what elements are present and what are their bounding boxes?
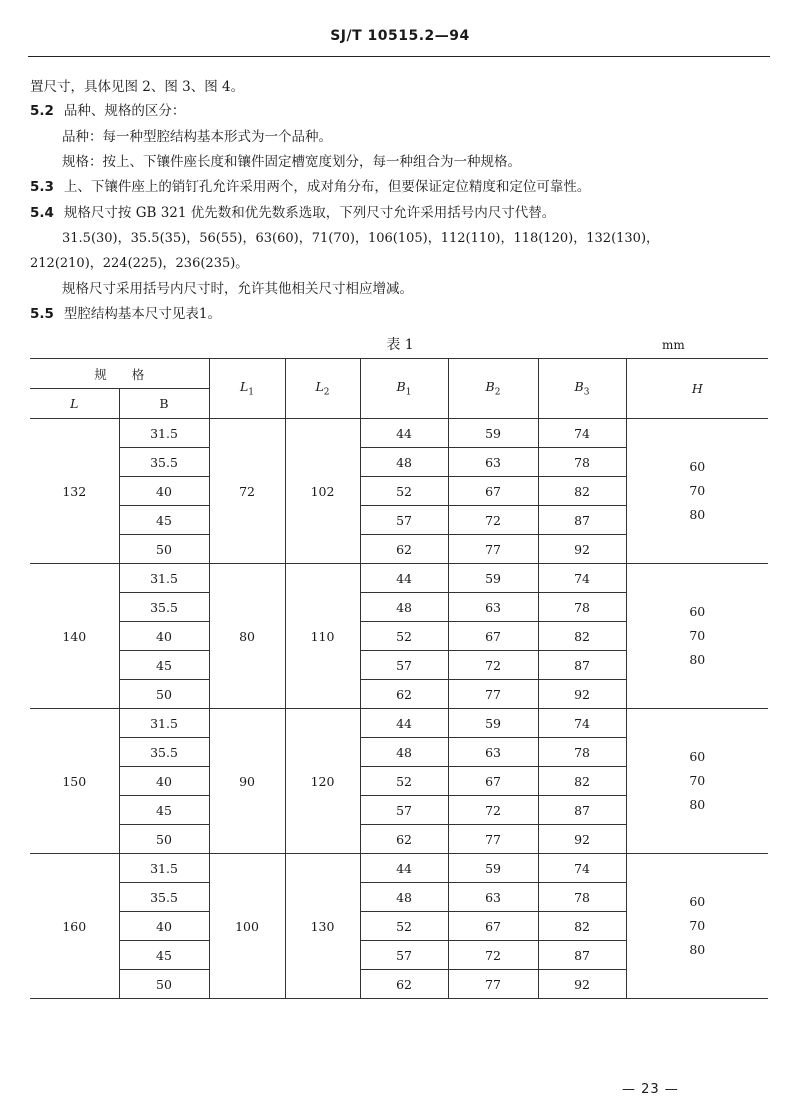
cell-b3: 78 [538, 738, 626, 767]
cell-l: 132 [30, 419, 119, 564]
cell-b2: 67 [448, 912, 538, 941]
clause-text: 型腔结构基本尺寸见表1。 [63, 306, 222, 322]
h-value: 80 [689, 652, 706, 667]
cell-l: 140 [30, 564, 119, 709]
table-row [30, 854, 768, 883]
cell-l: 160 [30, 854, 119, 999]
cell-b2: 72 [448, 796, 538, 825]
h-value: 60 [689, 749, 706, 764]
cell-l1: 72 [209, 419, 285, 564]
cell-b1: 57 [360, 506, 448, 535]
cell-b: 31.5 [119, 709, 209, 738]
h-value: 70 [689, 773, 706, 788]
cell-b1: 62 [360, 970, 448, 999]
cell-b: 50 [119, 970, 209, 999]
cell-h [626, 564, 768, 709]
cell-b: 45 [119, 796, 209, 825]
table-unit: mm [662, 338, 685, 352]
clause-text: 规格尺寸按 GB 321 优先数和优先数系选取，下列尺寸允许采用括号内尺寸代替。 [63, 205, 556, 221]
cell-b1: 48 [360, 448, 448, 477]
cell-b2: 72 [448, 941, 538, 970]
table-row [30, 709, 768, 738]
cell-b3: 87 [538, 796, 626, 825]
clause-5-4-sizes-2: 212(210)，224(225)，236(235)。 [30, 256, 249, 271]
cell-b2: 59 [448, 419, 538, 448]
paragraph-continuation: 置尺寸，具体见图 2、图 3、图 4。 [30, 79, 245, 95]
h-value: 70 [689, 483, 706, 498]
cell-l1: 90 [209, 709, 285, 854]
clause-5-5 [30, 305, 221, 323]
cell-b1: 62 [360, 680, 448, 709]
cell-b2: 59 [448, 564, 538, 593]
l2-header: $L_2$ [285, 359, 360, 419]
cell-h [626, 419, 768, 564]
cell-b: 35.5 [119, 738, 209, 767]
h-value: 60 [689, 894, 706, 909]
clause-number: 5.3 [30, 179, 54, 195]
cell-b1: 52 [360, 477, 448, 506]
cell-l: 150 [30, 709, 119, 854]
cell-b3: 74 [538, 564, 626, 593]
cell-l2: 110 [285, 564, 360, 709]
cell-b1: 52 [360, 912, 448, 941]
cell-b2: 77 [448, 970, 538, 999]
cell-b3: 82 [538, 767, 626, 796]
clause-5-2-variety: 品种：每一种型腔结构基本形式为一个品种。 [62, 129, 332, 145]
cell-b3: 82 [538, 912, 626, 941]
b-header: B [119, 389, 209, 419]
cell-b2: 59 [448, 709, 538, 738]
clause-text: 品种、规格的区分： [63, 103, 186, 119]
b2-header: $B_2$ [448, 359, 538, 419]
cell-b3: 92 [538, 680, 626, 709]
cell-b1: 62 [360, 535, 448, 564]
cell-b3: 74 [538, 419, 626, 448]
cell-b: 31.5 [119, 854, 209, 883]
clause-5-3 [30, 178, 590, 196]
cell-b2: 77 [448, 535, 538, 564]
cell-b: 50 [119, 535, 209, 564]
cell-b: 35.5 [119, 448, 209, 477]
cell-b: 50 [119, 825, 209, 854]
page-number: — 23 — [622, 1082, 679, 1097]
cell-b1: 52 [360, 767, 448, 796]
clause-5-2 [30, 102, 185, 120]
cell-b2: 77 [448, 680, 538, 709]
cell-b: 40 [119, 912, 209, 941]
h-header: H [626, 359, 768, 419]
clause-number: 5.4 [30, 205, 54, 221]
b3-header: $B_3$ [538, 359, 626, 419]
cell-b2: 63 [448, 593, 538, 622]
h-value: 80 [689, 797, 706, 812]
spec-header: 规 格 [30, 359, 209, 389]
cell-b3: 87 [538, 506, 626, 535]
cell-b3: 92 [538, 535, 626, 564]
cell-l1: 100 [209, 854, 285, 999]
cell-b2: 63 [448, 448, 538, 477]
h-value: 60 [689, 459, 706, 474]
cell-b: 35.5 [119, 593, 209, 622]
h-value: 70 [689, 918, 706, 933]
cell-b1: 48 [360, 738, 448, 767]
cell-b3: 74 [538, 709, 626, 738]
b1-header: $B_1$ [360, 359, 448, 419]
cell-b2: 67 [448, 767, 538, 796]
cell-b3: 82 [538, 622, 626, 651]
cell-b2: 63 [448, 883, 538, 912]
cell-b3: 78 [538, 593, 626, 622]
cell-b: 31.5 [119, 564, 209, 593]
cell-b3: 92 [538, 970, 626, 999]
cell-b: 45 [119, 941, 209, 970]
cell-b: 35.5 [119, 883, 209, 912]
cell-b2: 67 [448, 622, 538, 651]
cell-b1: 62 [360, 825, 448, 854]
h-value: 60 [689, 604, 706, 619]
cell-l2: 102 [285, 419, 360, 564]
clause-number: 5.5 [30, 306, 54, 322]
cell-b3: 78 [538, 883, 626, 912]
cell-b1: 44 [360, 854, 448, 883]
header-rule [28, 56, 770, 57]
l-header: L [30, 389, 119, 419]
cell-b2: 63 [448, 738, 538, 767]
cell-l2: 130 [285, 854, 360, 999]
cell-b: 45 [119, 506, 209, 535]
cell-l2: 120 [285, 709, 360, 854]
cell-b3: 92 [538, 825, 626, 854]
cell-b2: 77 [448, 825, 538, 854]
cell-b1: 48 [360, 593, 448, 622]
cell-b1: 52 [360, 622, 448, 651]
h-value: 80 [689, 507, 706, 522]
cell-b3: 74 [538, 854, 626, 883]
dimension-table [30, 358, 768, 999]
cell-b1: 48 [360, 883, 448, 912]
cell-h [626, 854, 768, 999]
cell-b2: 72 [448, 506, 538, 535]
cell-b1: 57 [360, 651, 448, 680]
clause-5-4-sizes-1: 31.5(30)，35.5(35)，56(55)，63(60)，71(70)，106(105)，112(110)，118(120)，132(130)， [62, 231, 660, 246]
clause-text: 上、下镶件座上的销钉孔允许采用两个，成对角分布，但要保证定位精度和定位可靠性。 [63, 179, 591, 195]
cell-b1: 57 [360, 796, 448, 825]
cell-h [626, 709, 768, 854]
cell-b2: 67 [448, 477, 538, 506]
cell-b1: 44 [360, 564, 448, 593]
cell-b: 40 [119, 477, 209, 506]
clause-5-4-note: 规格尺寸采用括号内尺寸时，允许其他相关尺寸相应增减。 [62, 281, 413, 297]
h-value: 80 [689, 942, 706, 957]
table-row [30, 564, 768, 593]
table-row [30, 419, 768, 448]
document-header: SJ/T 10515.2—94 [330, 28, 470, 44]
cell-b: 40 [119, 622, 209, 651]
cell-b3: 87 [538, 941, 626, 970]
cell-b3: 78 [538, 448, 626, 477]
cell-b1: 44 [360, 419, 448, 448]
cell-l1: 80 [209, 564, 285, 709]
cell-b2: 59 [448, 854, 538, 883]
cell-b1: 44 [360, 709, 448, 738]
l1-header: $L_1$ [209, 359, 285, 419]
clause-5-4 [30, 204, 555, 222]
table-caption: 表 1 [386, 337, 414, 353]
clause-5-2-spec: 规格：按上、下镶件座长度和镶件固定槽宽度划分，每一种组合为一种规格。 [62, 154, 521, 170]
cell-b2: 72 [448, 651, 538, 680]
cell-b3: 87 [538, 651, 626, 680]
clause-number: 5.2 [30, 103, 54, 119]
cell-b: 40 [119, 767, 209, 796]
cell-b: 31.5 [119, 419, 209, 448]
cell-b: 50 [119, 680, 209, 709]
cell-b: 45 [119, 651, 209, 680]
cell-b1: 57 [360, 941, 448, 970]
cell-b3: 82 [538, 477, 626, 506]
h-value: 70 [689, 628, 706, 643]
